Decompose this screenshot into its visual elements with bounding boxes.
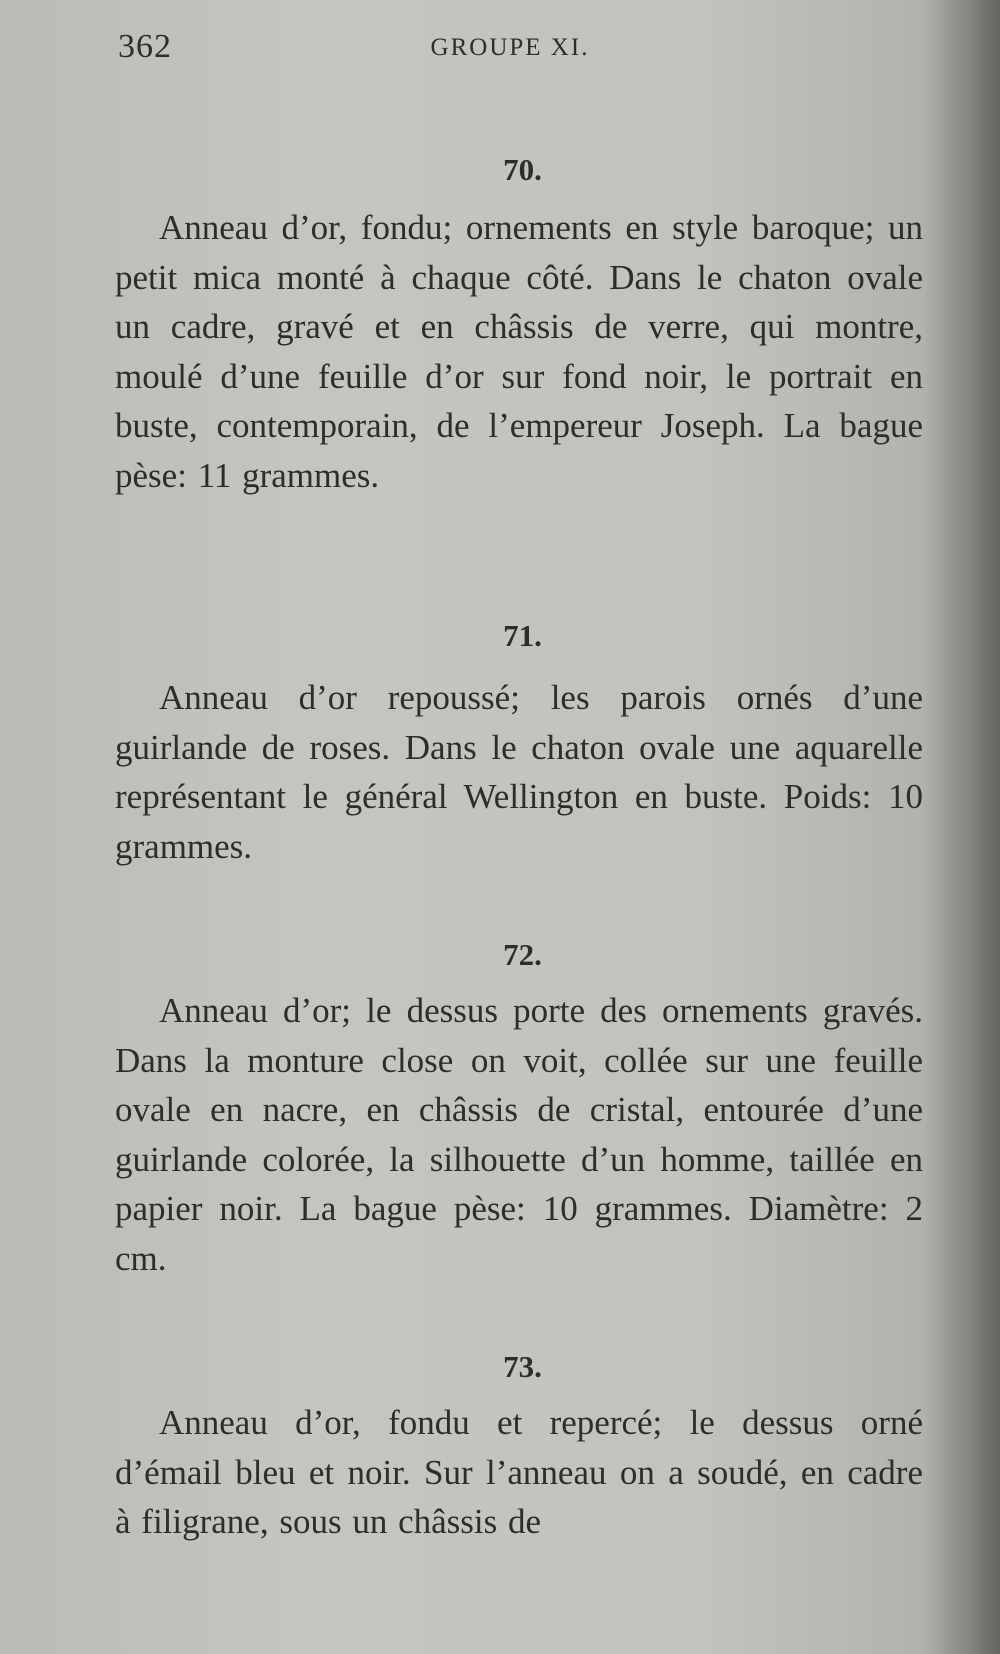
entry-number-73: 73. (503, 1349, 542, 1384)
entry-text-70: Anneau d’or, fondu; ornements en style baroque; un petit mica monté à chaque côté. Dans le chaton ovale un cadre, gravé et en châssis de verre, qui montre, moulé d’une feuille d’or sur fond noir, le portrait en buste, contemporain, de l’empereur Joseph. La bague pèse: 11 grammes. (115, 208, 923, 495)
running-head: GROUPE XI. (430, 34, 590, 61)
entry-number-72: 72. (503, 937, 542, 972)
entry-number-70: 70. (503, 152, 542, 187)
entry-text-72: Anneau d’or; le dessus porte des ornements gravés. Dans la monture close on voit, collée sur une feuille ovale en nacre, en châssis de cristal, entourée d’une guirlande colorée, la silhouette d’un homme, taillée en papier noir. La bague pèse: 10 grammes. Diamètre: 2 cm. (115, 991, 923, 1278)
entry-number-71: 71. (503, 618, 542, 653)
entry-text-73: Anneau d’or, fondu et repercé; le dessus orné d’émail bleu et noir. Sur l’anneau on a soudé, en cadre à filigrane, sous un châssis de (115, 1403, 923, 1541)
entry-text-71: Anneau d’or repoussé; les parois ornés d’une guirlande de roses. Dans le chaton ovale une aquarelle représentant le général Wellington en buste. Poids: 10 grammes. (115, 678, 923, 866)
page-number: 362 (118, 28, 172, 65)
